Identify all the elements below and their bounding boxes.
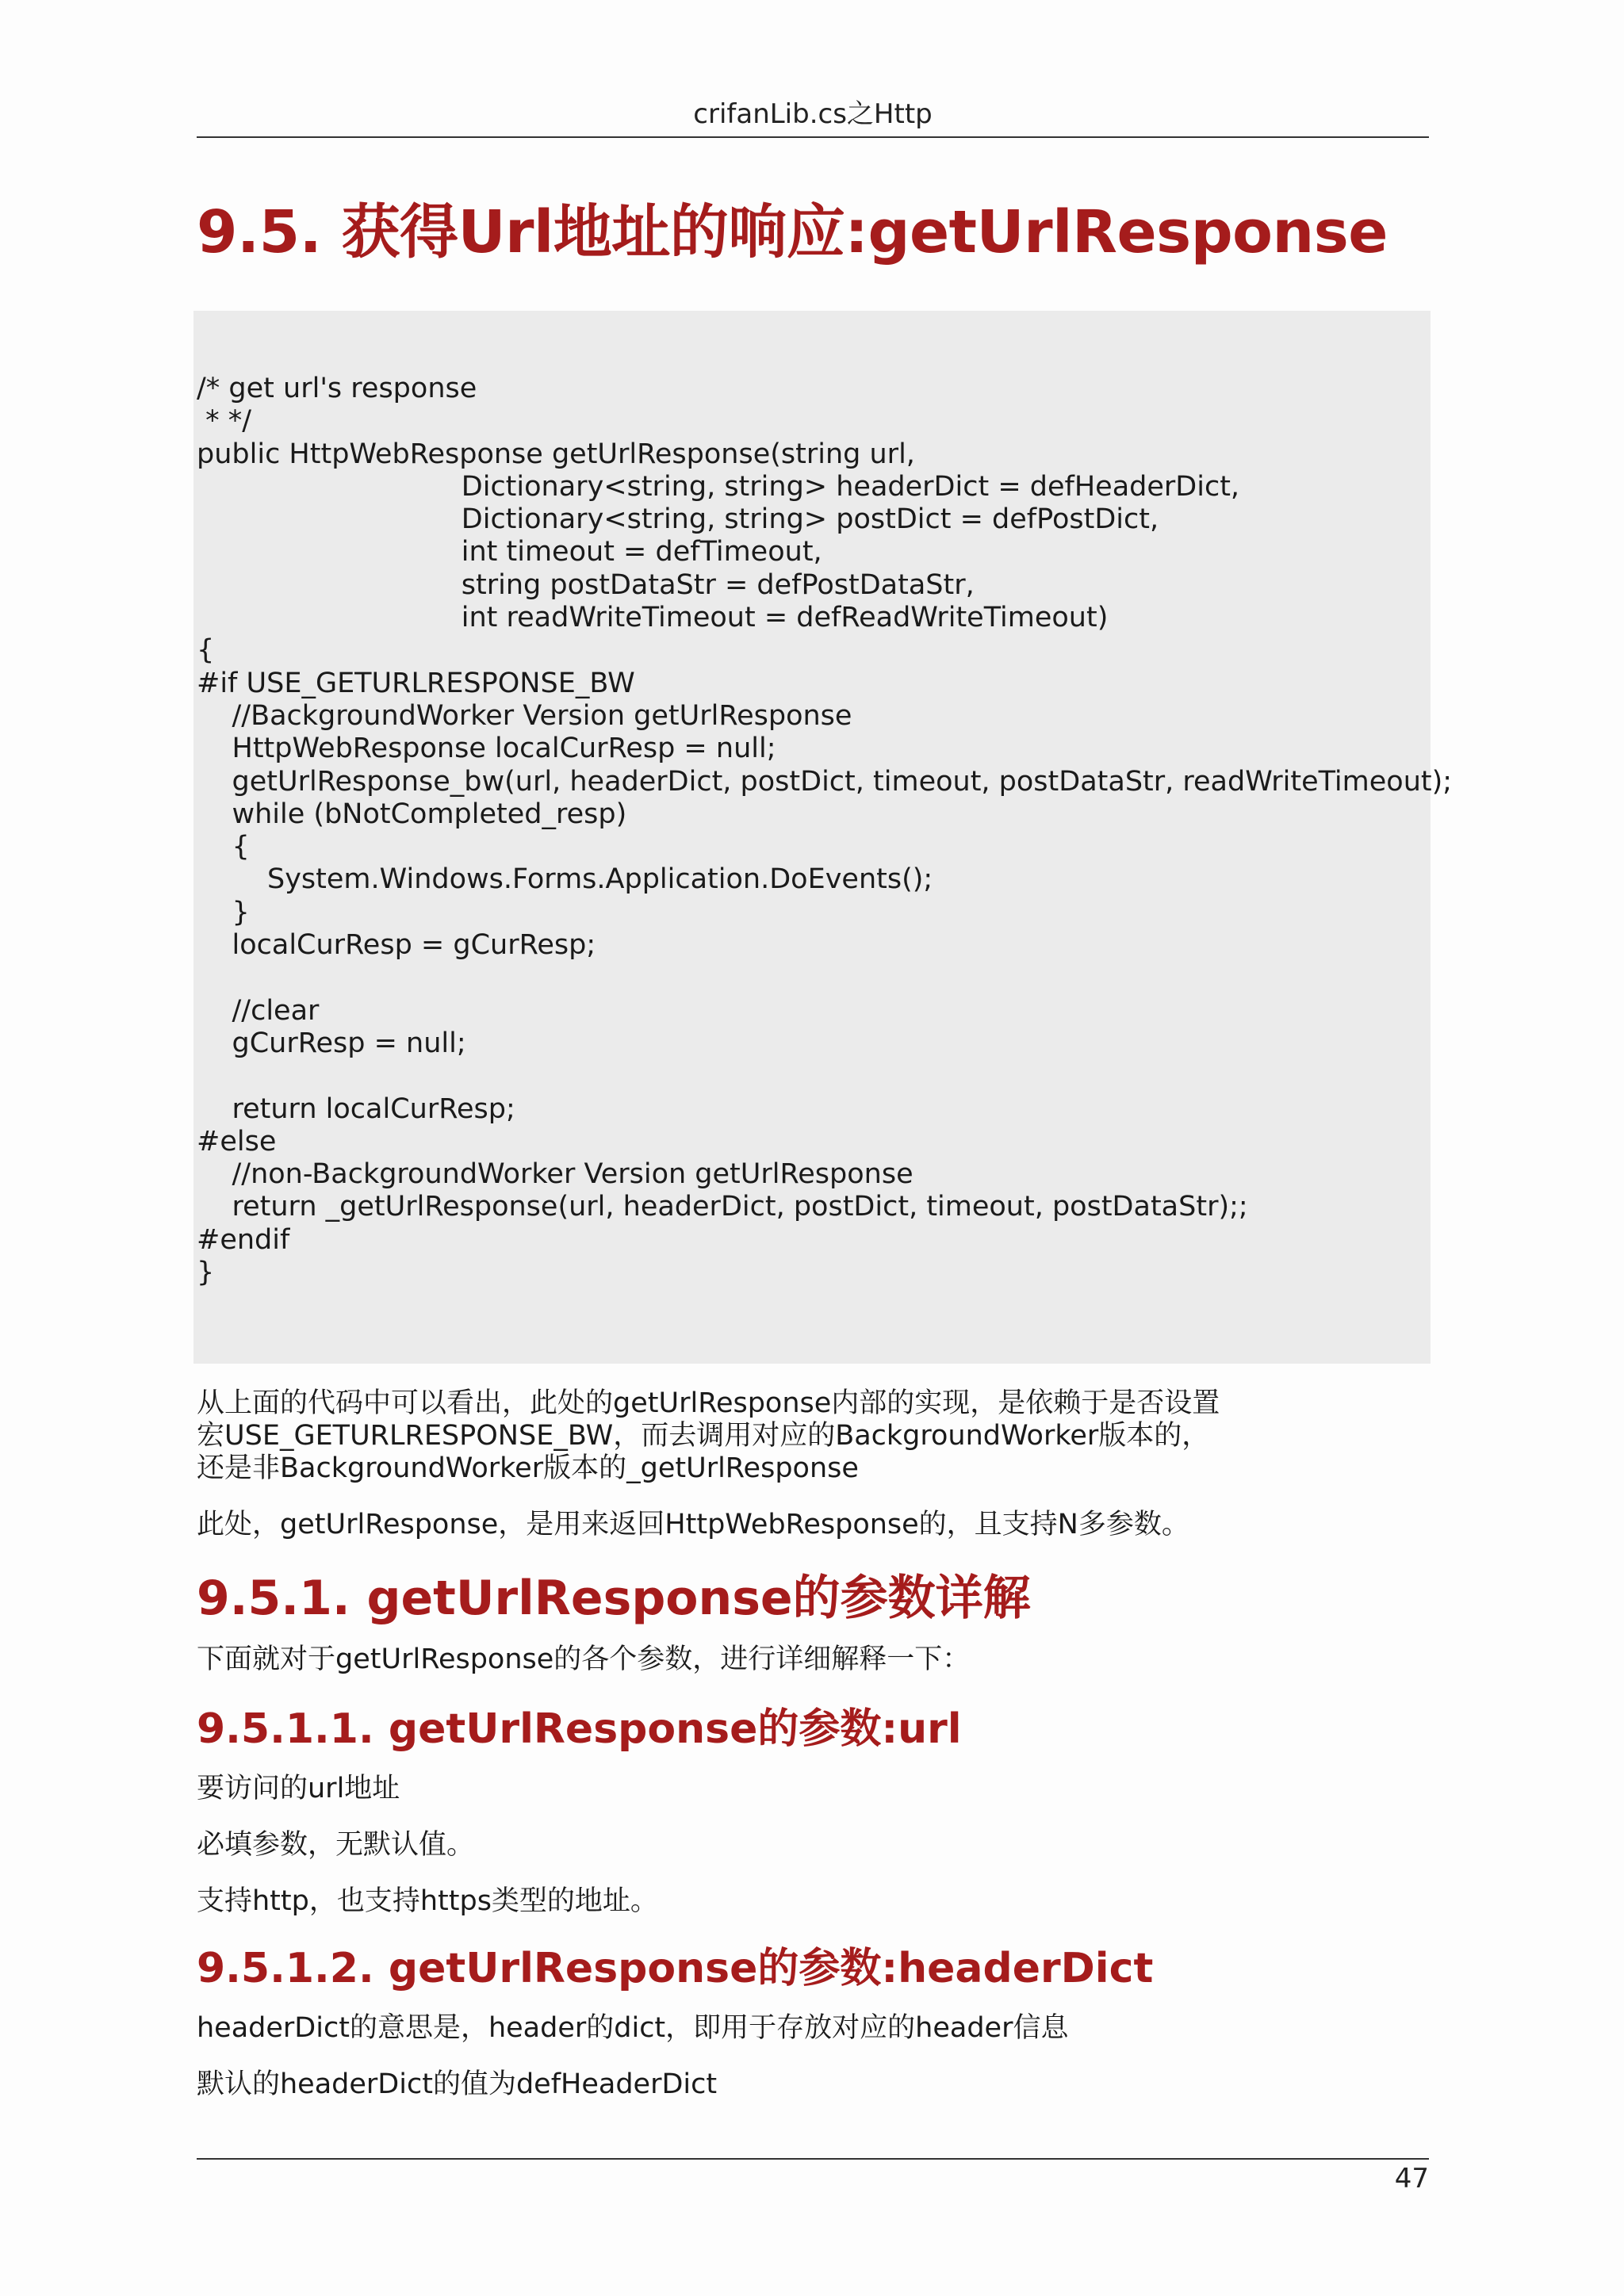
code-block: /* get url's response * */ public HttpWebResponse getUrlResponse(string url, Dictionary<string, string> headerDict = defHeaderDict, Dictionary<string, string> postDict = defPostDict, int timeout = defTimeout, string postDataStr = defPostDataStr, int readWriteTimeout = defReadWriteTimeout) { #if USE_GETURLRESPONSE_BW //BackgroundWorker Version getUrlResponse HttpWebResponse localCurResp = null; getUrlResponse_bw(url, headerDict, postDict, timeout, postDataStr, readWriteTimeout); while (bNotCompleted_resp) { System.Windows.Forms.Application.DoEvents(); } localCurResp = gCurResp; //clear gCurResp = null; return localCurResp; #else //non-BackgroundWorker Version getUrlResponse return _getUrlResponse(url, headerDict, postDict, timeout, postDataStr);; #endif } [197, 373, 1453, 1289]
paragraph-summary: 此处，getUrlResponse，是用来返回HttpWebResponse的，且支持N多参数。 [197, 1509, 1189, 1540]
running-header: crifanLib.cs之Http [693, 98, 933, 130]
paragraph-implementation-note: 从上面的代码中可以看出，此处的getUrlResponse内部的实现，是依赖于是否设置宏USE_GETURLRESPONSE_BW，而去调用对应的BackgroundWorker版本的，还是非BackgroundWorker版本的_getUrlResponse [197, 1387, 1220, 1484]
header-divider [197, 136, 1429, 138]
param-url-line: 支持http，也支持https类型的地址。 [197, 1885, 658, 1917]
page-number: 47 [1394, 2163, 1429, 2195]
param-url-line: 要访问的url地址 [197, 1773, 400, 1804]
section-heading: 9.5. 获得Url地址的响应:getUrlResponse [197, 198, 1388, 266]
param-headerdict-heading: 9.5.1.2. getUrlResponse的参数:headerDict [197, 1945, 1154, 1992]
param-headerdict-line: headerDict的意思是，header的dict，即用于存放对应的header信息 [197, 2012, 1069, 2044]
param-url-line: 必填参数，无默认值。 [197, 1829, 475, 1861]
param-headerdict-line: 默认的headerDict的值为defHeaderDict [197, 2068, 718, 2100]
subsection-intro: 下面就对于getUrlResponse的各个参数，进行详细解释一下： [197, 1644, 971, 1675]
param-url-heading: 9.5.1.1. getUrlResponse的参数:url [197, 1705, 962, 1753]
footer-divider [197, 2158, 1429, 2160]
subsection-heading: 9.5.1. getUrlResponse的参数详解 [197, 1571, 1031, 1626]
